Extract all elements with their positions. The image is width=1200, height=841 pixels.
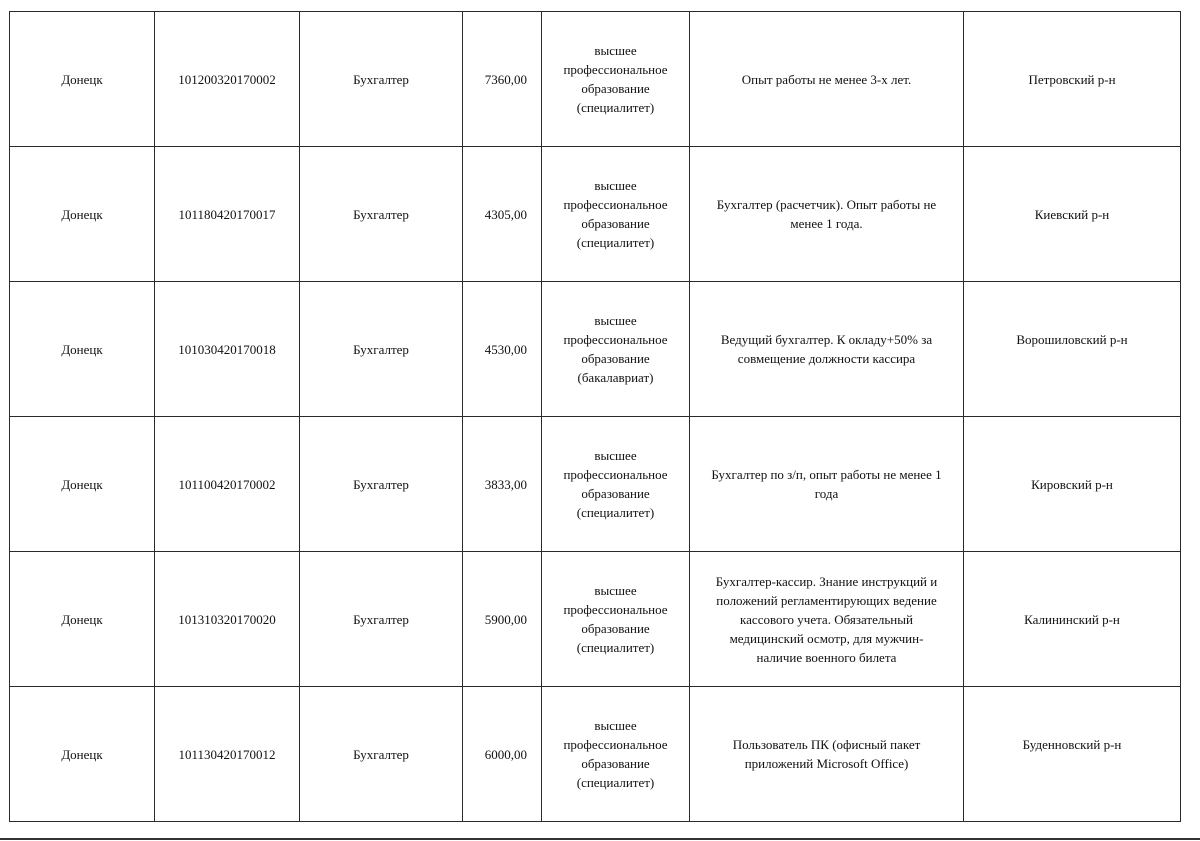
requirements-cell (690, 687, 964, 822)
requirements-line: Ведущий бухгалтер. К окладу+50% за (720, 332, 933, 347)
education-line: высшее (594, 43, 637, 58)
district-cell (964, 282, 1181, 417)
district-text: Петровский р-н (1028, 71, 1116, 87)
education-line: высшее (594, 448, 637, 463)
education-cell (542, 552, 690, 687)
education-cell (542, 687, 690, 822)
education-cell (542, 12, 690, 147)
education-line: образование (581, 621, 650, 636)
city-cell (10, 147, 155, 282)
vacancy-code-text: 101130420170012 (178, 746, 276, 762)
table-row (10, 687, 1181, 822)
education-line: (бакалавриат) (577, 370, 654, 385)
district-cell (964, 687, 1181, 822)
city-text: Донецк (61, 206, 103, 222)
city-cell (10, 282, 155, 417)
education-line: (специалитет) (576, 505, 655, 520)
education-line: образование (581, 81, 650, 96)
vacancy-code-text: 101310320170020 (178, 611, 276, 627)
salary-text: 3833,00 (484, 476, 527, 492)
table-body (10, 12, 1181, 822)
city-cell (10, 12, 155, 147)
position-cell (300, 687, 463, 822)
position-text: Бухгалтер (353, 611, 409, 627)
education-line: высшее (594, 313, 637, 328)
requirements-cell (690, 147, 964, 282)
education-line: (специалитет) (576, 235, 655, 250)
vacancy-code-cell (155, 147, 300, 282)
bottom-rule (0, 838, 1200, 840)
education-cell (542, 282, 690, 417)
education-line: профессиональное (563, 602, 668, 617)
city-cell (10, 687, 155, 822)
district-text: Кировский р-н (1031, 476, 1113, 492)
requirements-line: приложений Microsoft Office) (744, 756, 909, 771)
district-text: Буденновский р-н (1022, 736, 1122, 752)
salary-text: 5900,00 (484, 611, 527, 627)
education-line: профессиональное (563, 62, 668, 77)
position-cell (300, 147, 463, 282)
salary-text: 4305,00 (484, 206, 527, 222)
salary-text: 6000,00 (484, 746, 527, 762)
requirements-cell (690, 12, 964, 147)
vacancy-code-cell (155, 282, 300, 417)
vacancy-code-cell (155, 687, 300, 822)
table-row (10, 552, 1181, 687)
requirements-line: совмещение должности кассира (737, 351, 916, 366)
city-text: Донецк (61, 476, 103, 492)
requirements-line: Бухгалтер по з/п, опыт работы не менее 1 (711, 467, 942, 482)
requirements-line: медицинский осмотр, для мужчин- (729, 630, 924, 646)
salary-text: 7360,00 (484, 71, 527, 87)
salary-cell (463, 282, 542, 417)
education-line: профессиональное (563, 197, 668, 212)
salary-cell (463, 552, 542, 687)
table-row (10, 12, 1181, 147)
requirements-line: Пользователь ПК (офисный пакет (732, 737, 921, 752)
city-text: Донецк (61, 341, 103, 357)
education-line: профессиональное (563, 737, 668, 752)
requirements-line: кассового учета. Обязательный (740, 611, 913, 627)
education-line: образование (581, 486, 650, 501)
salary-text: 4530,00 (484, 341, 527, 357)
requirements-cell (690, 552, 964, 687)
vacancy-code-cell (155, 552, 300, 687)
education-line: образование (581, 756, 650, 771)
education-cell (542, 417, 690, 552)
district-text: Киевский р-н (1034, 206, 1110, 222)
vacancy-code-text: 101180420170017 (178, 206, 276, 222)
education-line: профессиональное (563, 467, 668, 482)
vacancy-code-cell (155, 417, 300, 552)
salary-cell (463, 12, 542, 147)
education-line: (специалитет) (576, 775, 655, 790)
requirements-line: менее 1 года. (790, 216, 863, 231)
city-text: Донецк (61, 71, 103, 87)
requirements-line: Бухгалтер (расчетчик). Опыт работы не (716, 197, 937, 212)
position-text: Бухгалтер (353, 746, 409, 762)
requirements-cell (690, 417, 964, 552)
position-cell (300, 552, 463, 687)
education-line: (специалитет) (576, 100, 655, 115)
requirements-line: наличие военного билета (756, 649, 897, 665)
vacancy-code-text: 101200320170002 (178, 71, 276, 87)
requirements-line: положений регламентирующих ведение (716, 592, 937, 608)
education-line: высшее (594, 178, 637, 193)
city-cell (10, 417, 155, 552)
salary-cell (463, 417, 542, 552)
requirements-line: Опыт работы не менее 3-х лет. (741, 71, 912, 87)
vacancy-code-text: 101100420170002 (178, 476, 276, 492)
education-line: (специалитет) (576, 640, 655, 655)
education-line: профессиональное (563, 332, 668, 347)
position-cell (300, 12, 463, 147)
position-text: Бухгалтер (353, 71, 409, 87)
position-cell (300, 417, 463, 552)
position-text: Бухгалтер (353, 341, 409, 357)
vacancies-table (9, 11, 1181, 822)
education-line: образование (581, 351, 650, 366)
position-cell (300, 282, 463, 417)
city-text: Донецк (61, 746, 103, 762)
table-row (10, 282, 1181, 417)
district-text: Ворошиловский р-н (1016, 331, 1128, 347)
vacancy-code-text: 101030420170018 (178, 341, 276, 357)
city-text: Донецк (61, 611, 103, 627)
education-cell (542, 147, 690, 282)
position-text: Бухгалтер (353, 206, 409, 222)
district-cell (964, 12, 1181, 147)
position-text: Бухгалтер (353, 476, 409, 492)
city-cell (10, 552, 155, 687)
district-cell (964, 552, 1181, 687)
district-cell (964, 417, 1181, 552)
district-text: Калининский р-н (1024, 611, 1120, 627)
salary-cell (463, 147, 542, 282)
requirements-line: года (814, 486, 839, 501)
requirements-cell (690, 282, 964, 417)
education-line: образование (581, 216, 650, 231)
education-line: высшее (594, 718, 637, 733)
district-cell (964, 147, 1181, 282)
table-row (10, 147, 1181, 282)
table-row (10, 417, 1181, 552)
education-line: высшее (594, 583, 637, 598)
salary-cell (463, 687, 542, 822)
requirements-line: Бухгалтер-кассир. Знание инструкций и (715, 573, 938, 589)
vacancy-code-cell (155, 12, 300, 147)
